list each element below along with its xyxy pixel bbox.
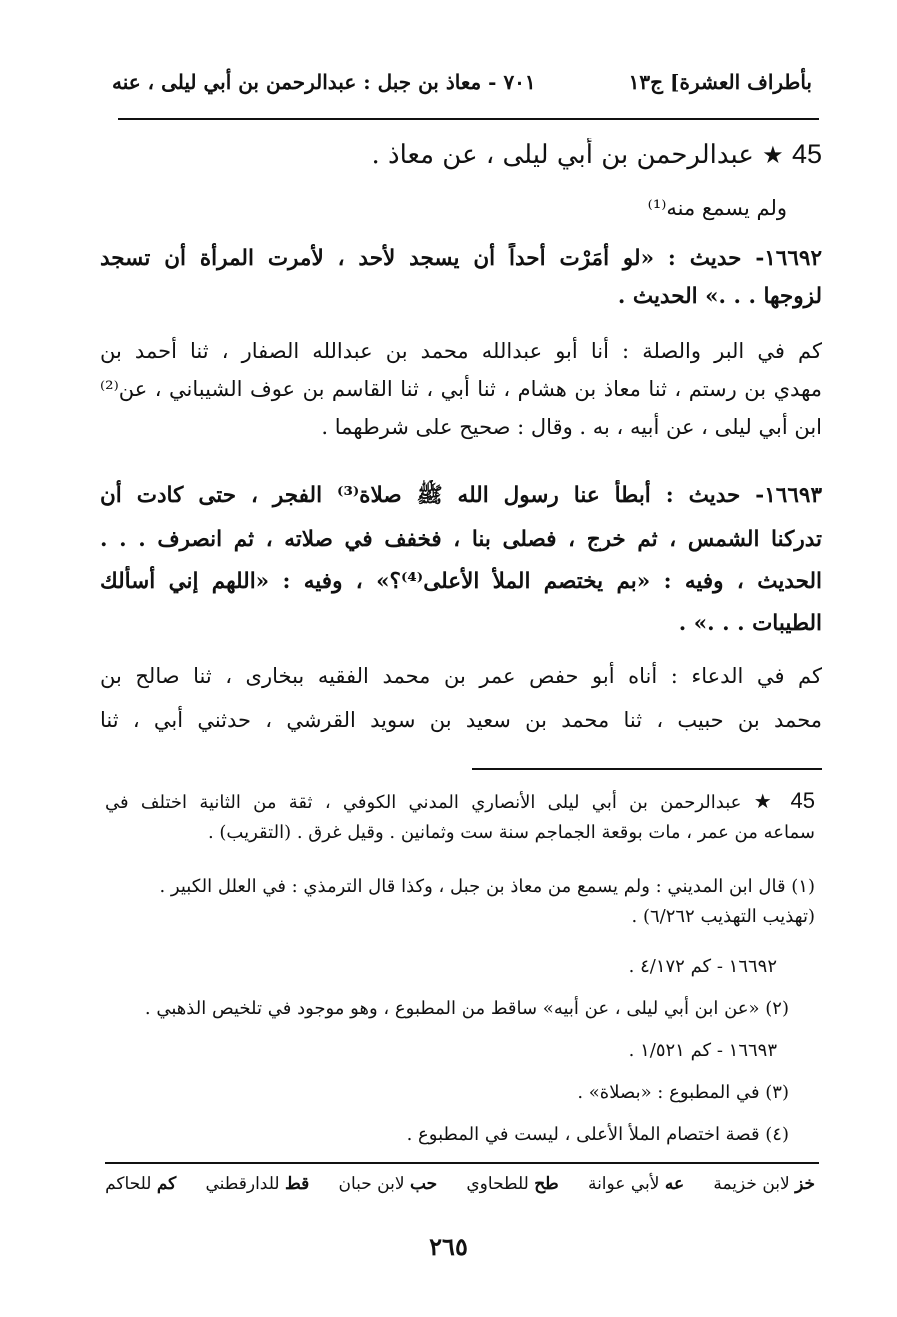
footnote-2 [105, 994, 789, 1024]
footnote-star [105, 786, 815, 848]
entry-title: عبدالرحمن بن أبي ليلى ، عن معاذ . [371, 140, 754, 170]
footnote-star-number: 45 [790, 788, 815, 813]
ref-16693 [105, 1036, 777, 1066]
ref-16692 [105, 952, 777, 982]
star-icon: ★ [753, 789, 779, 813]
footnote-3 [105, 1078, 789, 1108]
header-divider [118, 118, 819, 120]
hadith-line: الطيبات . . .» . [678, 611, 822, 636]
footnote-text: (٣) في المطبوع : «بصلاة» . [577, 1082, 789, 1103]
reference-text: ١٦٦٩٣ - كم ١/٥٢١ . [628, 1040, 777, 1061]
footnote-star-text: سماعه من عمر ، مات بوقعة الجماجم سنة ست وثمانين . وقيل غرق . (التقريب) . [207, 822, 815, 843]
entry-heading [100, 138, 822, 171]
hadith-16693-source [100, 660, 822, 736]
abbreviation-item: قط للدارقطني [205, 1174, 310, 1194]
abbreviation-item: خز لابن خزيمة [713, 1174, 815, 1194]
hadith-16692 [100, 243, 822, 313]
footnote-1 [105, 872, 815, 932]
footnote-text: (٤) قصة اختصام الملأ الأعلى ، ليست في المطبوع . [406, 1124, 789, 1145]
source-line: محمد بن حبيب ، ثنا محمد بن سعيد بن سويد القرشي ، حدثني أبي ، ثنا [100, 708, 822, 732]
header-volume: بأطراف العشرة] ج١٣ [628, 70, 812, 94]
hadith-line: الحديث ، وفيه : «بم يختصم الملأ الأعلى⁽⁴⁾؟» ، وفيه : «اللهم إني أسألك [100, 569, 822, 594]
reference-text: ١٦٦٩٢ - كم ٤/١٧٢ . [628, 956, 777, 977]
hadith-line: لزوجها . . .» الحديث . [617, 284, 822, 309]
hadith-16692-source [100, 335, 822, 443]
hadith-line: ١٦٦٩٢- حديث : «لو أمَرْت أحداً أن يسجد لأحد ، لأمرت المرأة أن تسجد [100, 246, 822, 271]
running-header [112, 62, 812, 102]
abbreviation-item: طح للطحاوي [466, 1174, 559, 1194]
entry-note-text: ولم يسمع منه⁽¹⁾ [647, 196, 787, 220]
source-line: كم في الدعاء : أناه أبو حفص عمر بن محمد الفقيه ببخارى ، ثنا صالح بن [100, 664, 822, 688]
page-number: ٢٦٥ [429, 1232, 468, 1261]
footnote-4 [105, 1120, 789, 1150]
header-chapter: ٧٠١ - معاذ بن جبل : عبدالرحمن بن أبي ليلى ، عنه [112, 70, 536, 94]
source-line: مهدي بن رستم ، ثنا معاذ بن هشام ، ثنا أبي ، ثنا القاسم بن عوف الشيباني ، عن⁽²⁾ [100, 377, 822, 401]
footnote-text: (تهذيب التهذيب ٦/٢٦٢) . [631, 906, 815, 927]
footnote-text: (١) قال ابن المديني : ولم يسمع من معاذ بن جبل ، وكذا قال الترمذي : في العلل الكبير . [159, 876, 815, 897]
entry-note [100, 192, 787, 224]
abbreviation-item: حب لابن حبان [338, 1174, 438, 1194]
entry-number: 45 [791, 139, 822, 169]
footnote-text: (٢) «عن ابن أبي ليلى ، عن أبيه» ساقط من المطبوع ، وهو موجود في تلخيص الذهبي . [144, 998, 789, 1019]
star-icon: ★ [762, 141, 784, 169]
hadith-line: تدركنا الشمس ، ثم خرج ، فصلى بنا ، فخفف في صلاته ، ثم انصرف . . . [100, 527, 822, 552]
footnote-star-text: عبدالرحمن بن أبي ليلى الأنصاري المدني الكوفي ، ثقة من الثانية اختلف في [105, 792, 742, 813]
abbreviation-item: كم للحاكم [105, 1174, 177, 1194]
hadith-16693 [100, 480, 822, 640]
source-line: ابن أبي ليلى ، عن أبيه ، به . وقال : صحيح على شرطهما . [321, 415, 822, 439]
footnote-divider [472, 768, 822, 770]
source-line: كم في البر والصلة : أنا أبو عبدالله محمد بن عبدالله الصفار ، ثنا أحمد بن [100, 339, 822, 363]
hadith-line: ١٦٦٩٣- حديث : أبطأ عنا رسول الله ﷺ صلاة⁽³⁾ الفجر ، حتى كادت أن [100, 483, 822, 508]
abbreviations-divider [105, 1162, 819, 1164]
abbreviation-item: عه لأبي عوانة [587, 1174, 685, 1194]
abbreviations-legend [105, 1174, 815, 1194]
